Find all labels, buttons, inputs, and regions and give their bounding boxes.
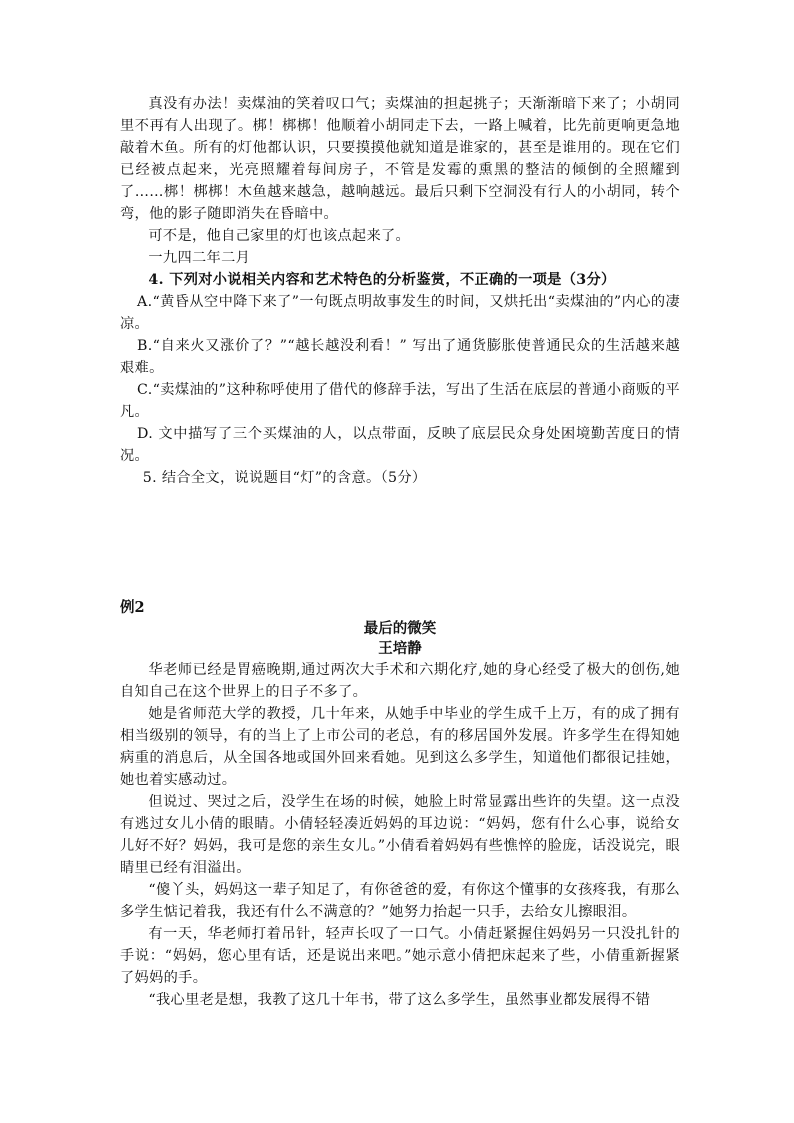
- story-paragraph: 有一天，华老师打着吊针，轻声长叹了一口气。小倩赶紧握住妈妈另一只没扎针的手说：“妈妈，您心里有话，还是说出来吧。”她示意小倩把床起来了些，小倩重新握紧了妈妈的手。: [120, 926, 680, 986]
- story-title: 最后的微笑: [363, 620, 437, 637]
- option-c: C.“卖煤油的”这种称呼使用了借代的修辞手法，写出了生活在底层的普通小商贩的平凡。: [120, 382, 680, 420]
- document-page: [120, 93, 680, 1011]
- story-paragraph: “傻丫头，妈妈这一辈子知足了，有你爸爸的爱，有你这个懂事的女孩疼我，有那么多学生惦记着我，我还有什么不满意的？”她努力抬起一只手，去给女儿擦眼泪。: [120, 882, 680, 920]
- story-author: 王培静: [378, 640, 422, 657]
- story-date: 一九四二年二月: [148, 250, 251, 266]
- story-paragraph: 真没有办法！卖煤油的笑着叹口气；卖煤油的担起挑子；天渐渐暗下来了；小胡同里不再有人出现了。梆！梆梆！他顺着小胡同走下去，一路上喊着，比先前更响更急地敲着木鱼。所有的灯他都认识，只要摸摸他就知道是谁家的，甚至是谁用的。现在它们已经被点起来，光亮照耀着每间房子，不管是发霉的熏黑的整洁的倾倒的全照耀到了……梆！梆梆！木鱼越来越急，越响越远。最后只剩下空洞没有行人的小胡同，转个弯，他的影子随即消失在昏暗中。: [120, 96, 680, 222]
- story-paragraph: 但说过、哭过之后，没学生在场的时候，她脸上时常显露出些许的失望。这一点没有逃过女儿小倩的眼睛。小倩轻轻凑近妈妈的耳边说：“妈妈，您有什么心事，说给女儿好不好？妈妈，我可是您的亲生女儿。”小倩看着妈妈有些憔悴的脸庞，话没说完，眼睛里已经有泪溢出。: [120, 794, 680, 876]
- story-paragraph: 可不是，他自己家里的灯也该点起来了。: [148, 228, 411, 244]
- story-paragraph: 她是省师范大学的教授，几十年来，从她手中毕业的学生成千上万，有的成了拥有相当级别的领导，有的当上了上市公司的老总，有的移居国外发展。许多学生在得知她病重的消息后，从全国各地或国外回来看她。见到这么多学生，知道他们都很记挂她，她也着实感动过。: [120, 706, 680, 788]
- example-label: 例2: [120, 599, 145, 616]
- question-4: 4. 下列对小说相关内容和艺术特色的分析鉴赏，不正确的一项是（3分）: [148, 272, 616, 288]
- option-b: B.“自来火又涨价了？”“越长越没利看！” 写出了通货膨胀使普通民众的生活越来越艰难。: [120, 338, 680, 376]
- answer-space: [120, 489, 680, 597]
- option-d: D. 文中描写了三个买煤油的人，以点带面，反映了底层民众身处困境勤苦度日的情况。: [120, 426, 680, 464]
- story-paragraph: 华老师已经是胃癌晚期,通过两次大手术和六期化疗,她的身心经受了极大的创伤,她自知自己在这个世界上的日子不多了。: [120, 662, 680, 700]
- question-5: 5. 结合全文，说说题目“灯”的含意。（5分）: [142, 470, 427, 486]
- option-a: A.“黄昏从空中降下来了”一句既点明故事发生的时间，又烘托出“卖煤油的”内心的凄凉。: [120, 294, 680, 332]
- story-paragraph: “我心里老是想，我教了这几十年书，带了这么多学生，虽然事业都发展得不错: [148, 992, 651, 1008]
